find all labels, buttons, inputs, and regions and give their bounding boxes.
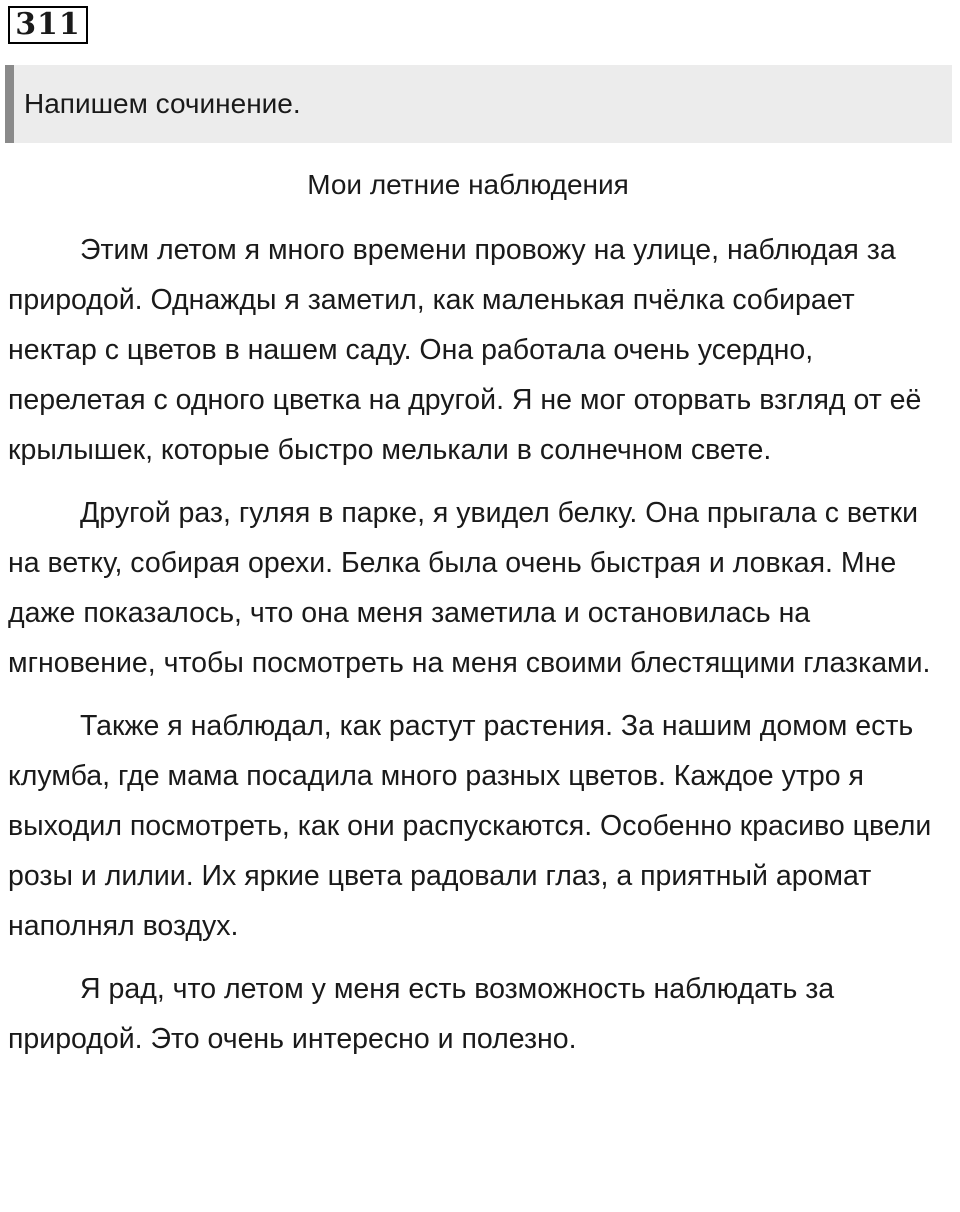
essay-title: Мои летние наблюдения [307, 169, 629, 200]
essay-body [8, 225, 943, 1077]
exercise-number: 311 [8, 6, 88, 44]
task-text: Напишем сочинение. [24, 88, 301, 119]
essay-paragraph-4: Я рад, что летом у меня есть возможность наблюдать за природой. Это очень интересно и полезно. [8, 973, 835, 1055]
essay-paragraph-2: Другой раз, гуляя в парке, я увидел белку. Она прыгала с ветки на ветку, собирая орехи. Белка была очень быстрая и ловкая. Мне даже показалось, что она меня заметила и остановилась на мгновение, чтобы посмотреть на меня своими блестящими глазками. [8, 497, 931, 679]
essay-paragraph-3: Также я наблюдал, как растут растения. За нашим домом есть клумба, где мама посадила много разных цветов. Каждое утро я выходил посмотреть, как они распускаются. Особенно красиво цвели розы и лилии. Их яркие цвета радовали глаз, а приятный аромат наполнял воздух. [8, 710, 932, 942]
task-box [5, 65, 952, 143]
essay-paragraph-1: Этим летом я много времени провожу на улице, наблюдая за природой. Однажды я заметил, как маленькая пчёлка собирает нектар с цветов в нашем саду. Она работала очень усердно, перелетая с одного цветка на другой. Я не мог оторвать взгляд от её крылышек, которые быстро мелькали в солнечном свете. [8, 234, 922, 466]
